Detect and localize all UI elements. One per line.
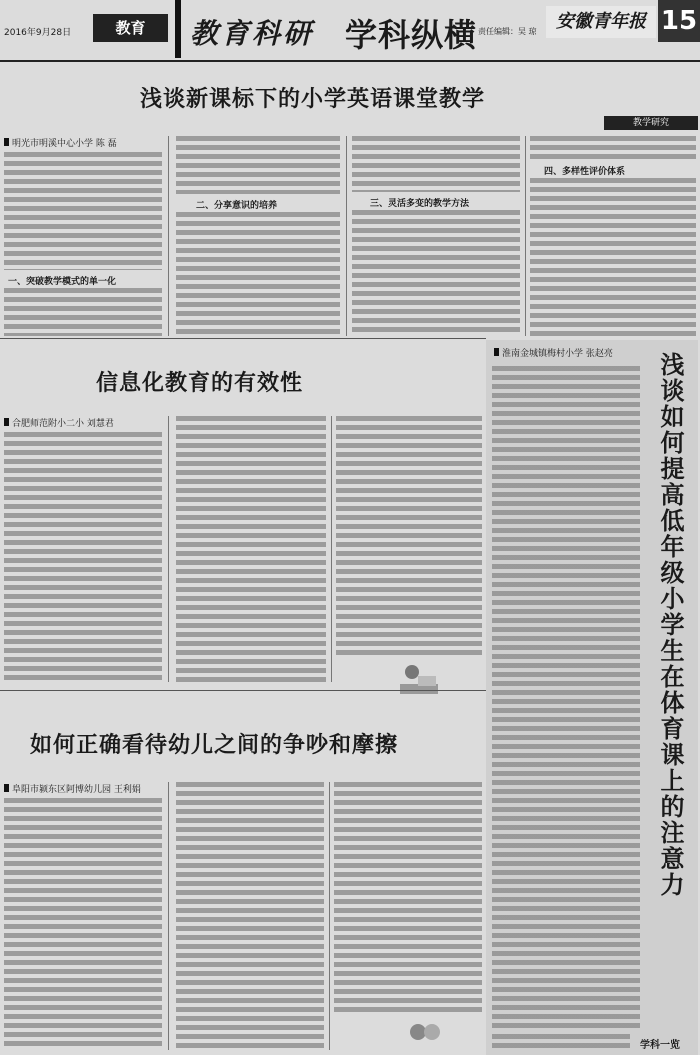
article-4-byline: 淮南金城镇梅村小学 张赵亮 [494,346,613,359]
kids-illustration [406,1018,444,1048]
article-2-title: 信息化教育的有效性 [96,370,304,396]
article-3-title: 如何正确看待幼儿之间的争吵和摩擦 [30,732,399,758]
masthead-bar [175,0,181,58]
footer-label: 学科一览 [640,1040,680,1051]
article-1-subhead-1: 一、突破教学模式的单一化 [8,277,117,287]
divider [331,416,332,682]
brand-title: 教育科研 [190,17,315,50]
editor-credit: 责任编辑：吴 琼 [478,27,537,36]
divider [329,782,330,1050]
article-1-subhead-3: 三、灵活多变的教学方法 [370,199,470,209]
article-1-col-3b [352,210,520,336]
article-1-col-3 [352,136,520,192]
divider [525,136,526,336]
edu-label: 教育 [93,14,168,42]
article-1-col-2 [176,136,340,194]
divider [168,782,169,1050]
article-1-col-4b [530,178,696,336]
article-2-col-1 [4,432,162,682]
article-3-col-1 [4,798,162,1050]
divider [168,136,169,336]
article-2-col-3 [336,416,482,656]
article-1-subhead-2: 二、分享意识的培养 [196,201,278,211]
article-3-col-3 [334,782,482,1012]
article-1-col-1b [4,288,162,336]
article-4-title: 浅谈如何提高低年级小学生在体育课上的注意力 [656,352,685,898]
article-1-title: 浅谈新课标下的小学英语课堂教学 [140,86,486,112]
masthead [0,0,700,64]
article-1-col-1 [4,152,162,270]
article-2-col-2 [176,416,326,682]
paper-name: 安徽青年报 [546,6,656,38]
section-tag: 教学研究 [604,116,698,130]
article-3-col-2 [176,782,324,1050]
divider [0,690,486,691]
article-2-byline: 合肥师范附小二小 刘慧君 [4,416,114,429]
article-3-byline: 阜阳市颍东区阿博幼儿园 王利娟 [4,782,141,795]
article-1-subhead-4: 四、多样性评价体系 [544,167,626,177]
issue-date: 2016年9月28日 [4,28,72,38]
section-title: 学科纵横 [345,16,478,54]
masthead-rule [0,60,700,62]
article-4-col-1b [492,1034,630,1052]
article-1-col-4 [530,136,696,160]
article-4-col-1 [492,366,640,1030]
page-number: 15 [658,0,700,42]
divider [168,416,169,682]
divider [0,338,486,339]
article-1-col-2b [176,212,340,336]
article-1-byline: 明光市明溪中心小学 陈 磊 [4,136,117,149]
divider [346,136,347,336]
reading-child-illustration [396,662,442,698]
